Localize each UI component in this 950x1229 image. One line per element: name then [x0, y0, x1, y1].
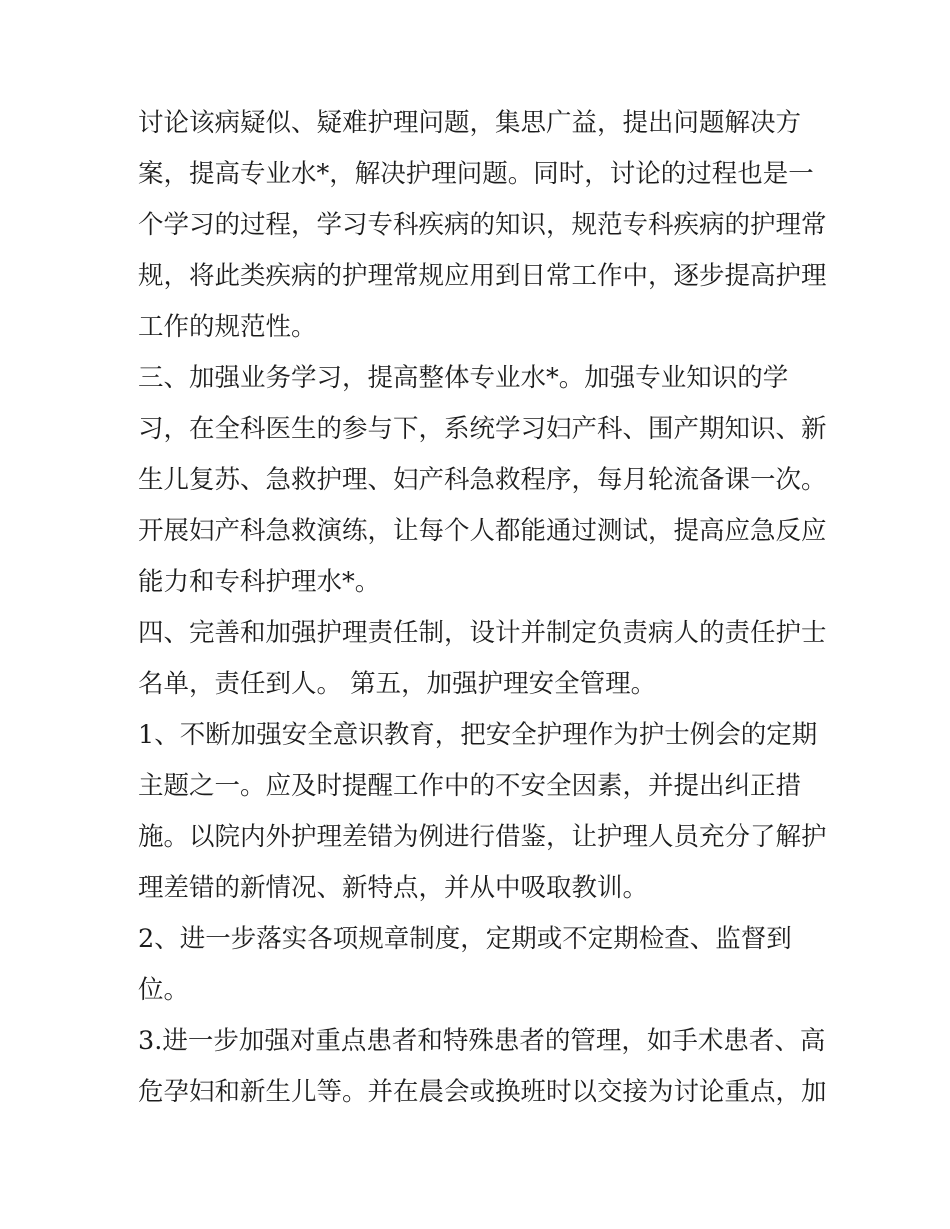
text-line: 主题之一。应及时提醒工作中的不安全因素，并提出纠正措	[138, 771, 802, 801]
text-line: 生儿复苏、急救护理、妇产科急救程序，每月轮流备课一次。	[138, 465, 827, 495]
text-line: 名单，责任到人。 第五，加强护理安全管理。	[138, 669, 657, 699]
text-line: 规，将此类疾病的护理常规应用到日常工作中，逐步提高护理	[138, 261, 827, 291]
text-line: 能力和专科护理水*。	[138, 567, 381, 597]
text-line: 习，在全科医生的参与下，系统学习妇产科、围产期知识、新	[138, 414, 827, 444]
text-line: 位。	[138, 975, 190, 1005]
text-line: 1、不断加强安全意识教育，把安全护理作为护士例会的定期	[138, 720, 818, 750]
text-line: 讨论该病疑似、疑难护理问题，集思广益，提出问题解决方	[138, 108, 802, 138]
text-line: 开展妇产科急救演练，让每个人都能通过测试，提高应急反应	[138, 516, 827, 546]
text-line: 理差错的新情况、新特点，并从中吸取教训。	[138, 873, 649, 903]
text-line: 危孕妇和新生儿等。并在晨会或换班时以交接为讨论重点，加	[138, 1077, 827, 1107]
text-line: 工作的规范性。	[138, 312, 317, 342]
text-line: 三、加强业务学习，提高整体专业水*。加强专业知识的学	[138, 363, 789, 393]
document-body	[138, 98, 828, 1118]
text-line: 个学习的过程，学习专科疾病的知识，规范专科疾病的护理常	[138, 210, 827, 240]
text-line: 案，提高专业水*，解决护理问题。同时，讨论的过程也是一	[138, 159, 814, 189]
text-line: 四、完善和加强护理责任制，设计并制定负责病人的责任护士	[138, 618, 827, 648]
text-line: 施。以院内外护理差错为例进行借鉴，让护理人员充分了解护	[138, 822, 827, 852]
text-line: 3.进一步加强对重点患者和特殊患者的管理，如手术患者、高	[138, 1026, 826, 1056]
text-line: 2、进一步落实各项规章制度，定期或不定期检查、监督到	[138, 924, 792, 954]
